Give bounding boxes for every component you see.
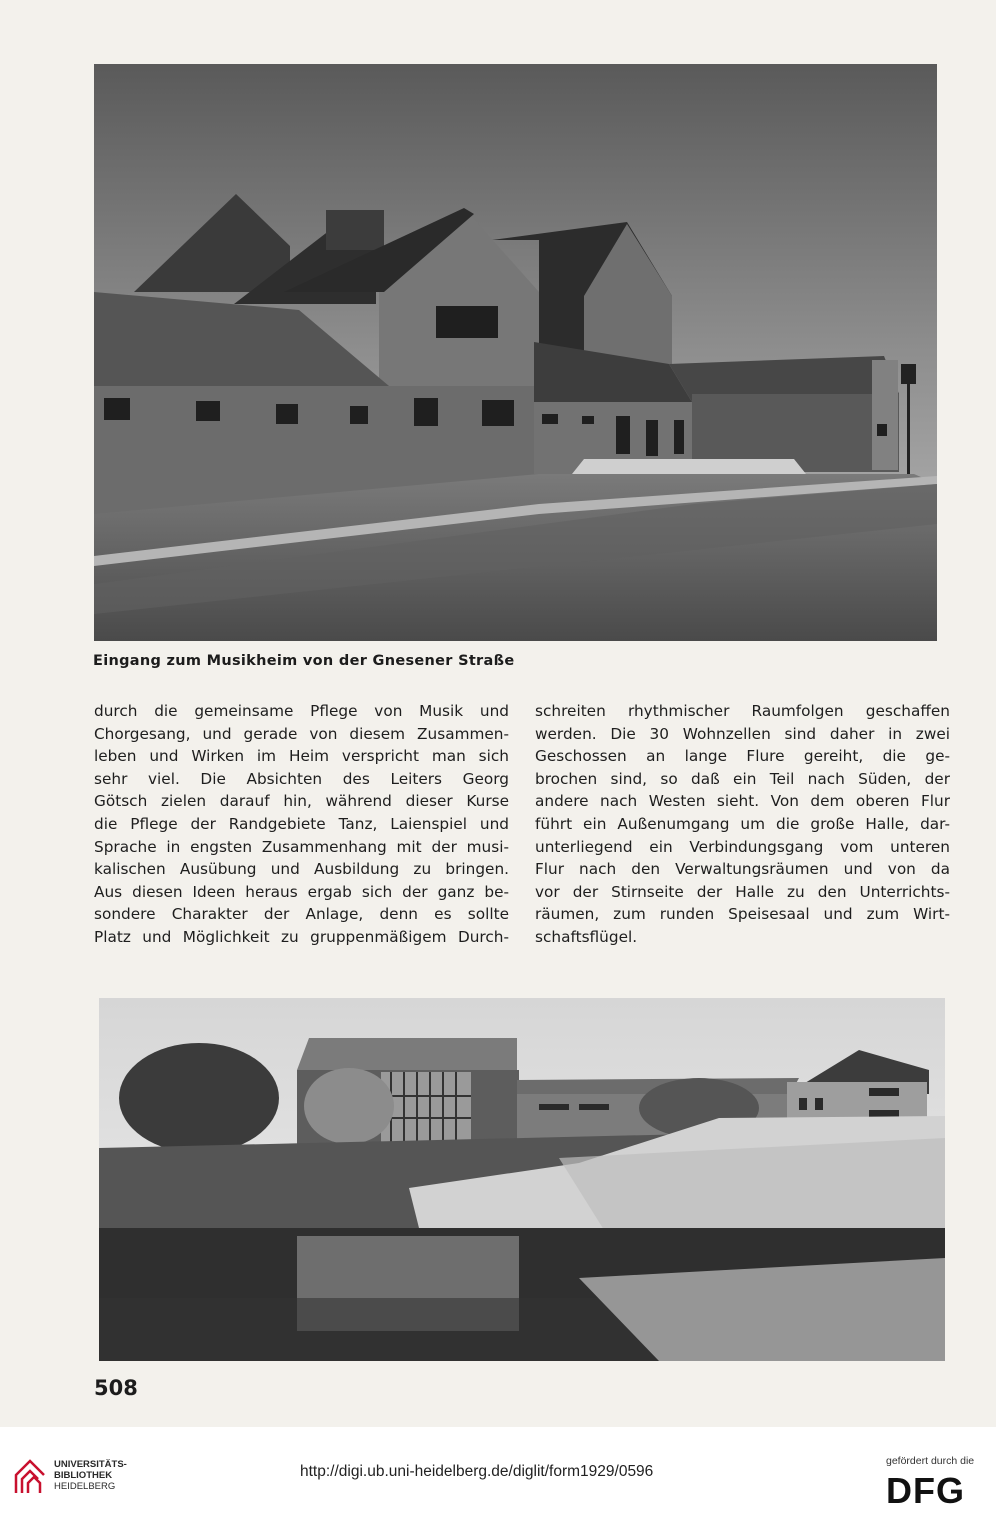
text-line: brochen sind, so daß ein Teil nach Süden, der <box>535 769 950 788</box>
text-line: Chorgesang, und gerade von diesem Zusammen- <box>94 724 509 743</box>
text-column-right <box>535 700 950 949</box>
bottom-photograph <box>99 998 945 1361</box>
text-line: andere nach Westen sieht. Von dem oberen Flur <box>535 792 950 811</box>
pond-view-photo <box>99 998 945 1361</box>
library-line: BIBLIOTHEK <box>54 1470 113 1481</box>
text-line: kalischen Ausübung und Ausbildung zu bringen. <box>94 860 509 879</box>
source-url-link[interactable]: http://digi.ub.uni-heidelberg.de/diglit/form1929/0596 <box>300 1463 654 1480</box>
top-photograph <box>94 64 937 641</box>
library-line: UNIVERSITÄTS- <box>54 1459 127 1470</box>
text-line: Geschossen an lange Flure gereiht, die ge- <box>535 747 950 766</box>
text-line: Platz und Möglichkeit zu gruppenmäßigem Durch- <box>94 927 509 946</box>
university-library-logo-icon <box>12 1457 48 1497</box>
text-line: durch die gemeinsame Pflege von Musik und <box>94 702 509 720</box>
text-line: Aus diesen Ideen heraus ergab sich der ganz be- <box>94 882 509 901</box>
text-line: schreiten rhythmischer Raumfolgen geschaffen <box>535 702 950 720</box>
digitization-footer <box>0 1427 996 1517</box>
text-line: unterliegend ein Verbindungsgang vom unteren <box>535 837 950 856</box>
text-line: Götsch zielen darauf hin, während dieser Kurse <box>94 792 509 811</box>
text-line: schaftsflügel. <box>535 927 638 946</box>
text-line: Sprache in engsten Zusammenhang mit der musi- <box>94 837 509 856</box>
text-line: vor der Stirnseite der Halle zu den Unterrichts- <box>535 882 950 901</box>
text-line: sehr viel. Die Absichten des Leiters Georg <box>94 769 509 788</box>
text-line: werden. Die 30 Wohnzellen sind daher in zwei <box>535 724 950 743</box>
page-number: 508 <box>94 1376 138 1400</box>
photo-caption: Eingang zum Musikheim von der Gnesener Straße <box>93 653 515 669</box>
library-line: HEIDELBERG <box>54 1481 116 1492</box>
text-line: führt ein Außenumgang um die große Halle, dar- <box>535 814 950 833</box>
text-line: Flur nach den Verwaltungsräumen und von da <box>535 860 950 879</box>
library-name <box>54 1459 127 1492</box>
text-line: leben und Wirken im Heim verspricht man sich <box>94 747 509 766</box>
text-column-left <box>94 700 509 949</box>
text-line: räumen, zum runden Speisesaal und zum Wirt- <box>535 905 950 924</box>
funding-label: gefördert durch die <box>886 1455 975 1467</box>
building-entrance-photo <box>94 64 937 641</box>
dfg-logo: DFG <box>886 1470 965 1511</box>
text-line: sondere Charakter der Anlage, denn es sollte <box>94 905 509 924</box>
text-line: die Pflege der Randgebiete Tanz, Laienspiel und <box>94 814 509 833</box>
